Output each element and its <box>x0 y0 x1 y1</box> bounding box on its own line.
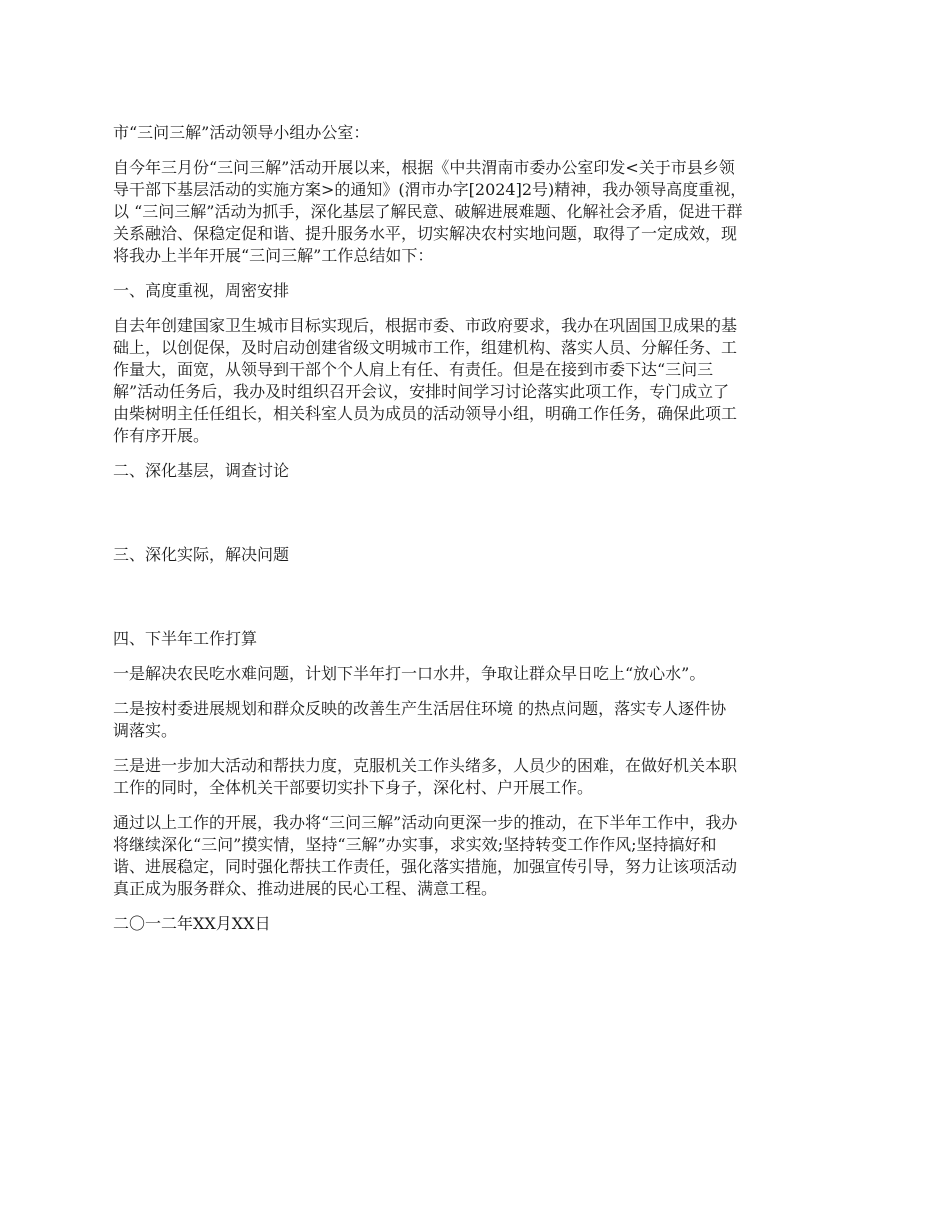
section-4-title: 四、下半年工作打算 <box>113 629 258 648</box>
plan-item-2-line: 调落实。 <box>113 721 178 740</box>
section-3-title: 三、深化实际，解决问题 <box>113 545 290 564</box>
plan-item-3-line: 工作的同时，全体机关干部要切实扑下身子，深化村、户开展工作。 <box>113 778 594 797</box>
section-1-line: 自去年创建国家卫生城市目标实现后，根据市委、市政府要求，我办在巩固国卫成果的基 <box>113 316 738 335</box>
conclusion-line: 通过以上工作的开展，我办将“三问三解”活动向更深一步的推动，在下半年工作中，我办 <box>113 813 738 832</box>
conclusion-line: 真正成为服务群众、推动进展的民心工程、满意工程。 <box>113 879 498 898</box>
section-1-line: 由柴树明主任任组长，相关科室人员为成员的活动领导小组，明确工作任务，确保此项工 <box>113 404 738 423</box>
section-2-title: 二、深化基层，调查讨论 <box>113 461 290 480</box>
section-1-line: 作有序开展。 <box>113 426 210 445</box>
section-1-line: 作量大，面宽，从领导到干部个个人肩上有任、有责任。但是在接到市委下达“三问三 <box>113 360 714 379</box>
intro-paragraph <box>113 157 841 267</box>
section-1-paragraph <box>113 315 841 447</box>
section-1-line: 础上，以创促保，及时启动创建省级文明城市工作，组建机构、落实人员、分解任务、工 <box>113 338 738 357</box>
conclusion-line: 将继续深化“三问”摸实情，坚持“三解”办实事，求实效;坚持转变工作作风;坚持搞好和 <box>113 835 717 854</box>
section-1-title: 一、高度重视，周密安排 <box>113 281 290 300</box>
plan-item-3 <box>113 755 841 799</box>
section-1-line: 解”活动任务后，我办及时组织召开会议，安排时间学习讨论落实此项工作，专门成立了 <box>113 382 730 401</box>
conclusion-line: 谐、进展稳定，同时强化帮扶工作责任，强化落实措施，加强宣传引导，努力让该项活动 <box>113 857 738 876</box>
intro-line: 关系融洽、保稳定促和谐、提升服务水平，切实解决农村实地问题，取得了一定成效，现 <box>113 224 738 243</box>
intro-line: 以 “三问三解”活动为抓手，深化基层了解民意、破解进展难题、化解社会矛盾，促进干群 <box>113 202 743 221</box>
plan-item-1-line: 一是解决农民吃水难问题，计划下半年打一口水井，争取让群众早日吃上“放心水”。 <box>113 664 706 683</box>
intro-line: 自今年三月份“三问三解”活动开展以来，根据《中共渭南市委办公室印发<关于市县乡领 <box>113 158 735 177</box>
section-2-blank <box>113 495 841 544</box>
plan-item-2-line: 二是按村委进展规划和群众反映的改善生产生活居住环境 的热点问题，落实专人逐件协 <box>113 699 727 718</box>
plan-item-1 <box>113 663 841 685</box>
conclusion-paragraph <box>113 812 841 900</box>
plan-item-2 <box>113 698 841 742</box>
document-date: 二〇一二年XX月XX日 <box>113 914 271 933</box>
plan-item-3-line: 三是进一步加大活动和帮扶力度，克服机关工作头绪多，人员少的困难，在做好机关本职 <box>113 756 738 775</box>
document-page <box>113 122 841 948</box>
salutation: 市“三问三解”活动领导小组办公室： <box>113 123 370 142</box>
section-3-blank <box>113 579 841 628</box>
intro-line: 导干部下基层活动的实施方案>的通知》(渭市办字[2024]2号)精神，我办领导高度重视， <box>113 180 747 199</box>
intro-line: 将我办上半年开展“三问三解”工作总结如下： <box>113 246 434 265</box>
